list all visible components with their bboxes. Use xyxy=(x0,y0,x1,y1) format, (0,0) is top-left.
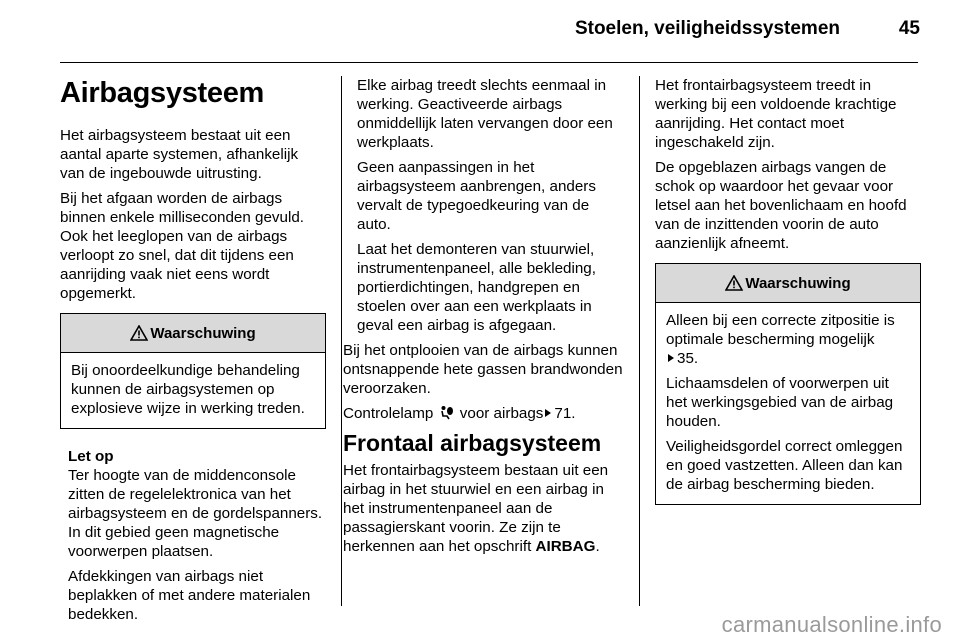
paragraph: Het airbagsysteem bestaat uit een aantal aparte systemen, afhankelijk van de ingebouwde uitrusting. xyxy=(60,127,299,182)
airbag-label: AIRBAG xyxy=(535,538,596,555)
section-title: Stoelen, veiligheidssystemen xyxy=(574,18,840,39)
reference-arrow-icon xyxy=(545,409,551,417)
page-reference-link[interactable]: 71. xyxy=(554,405,576,422)
warning-title: Waarschuwing xyxy=(745,274,851,292)
paragraph: Laat het demonteren van stuurwiel, instrumentenpaneel, alle bekleding, portierdichtingen, handgrepen en stoelen over aan een werkplaats in geval een airbag is afgegaan. xyxy=(357,241,596,334)
note-text: Afdekkingen van airbags niet beplakken of met andere materialen bedekken. xyxy=(68,568,311,623)
note-title: Let op xyxy=(68,448,114,465)
header-rule xyxy=(60,62,918,63)
note-text: Ter hoogte van de middenconsole zitten de regelelektronica van het airbagsysteem en de gordelspanners. In dit gebied geen magnetische voorwerpen plaatsen. xyxy=(68,467,323,560)
paragraph: Controlelamp voor airbags 71. xyxy=(343,405,576,422)
paragraph: Geen aanpassingen in het airbagsysteem aanbrengen, anders vervalt de typegoedkeuring van de auto. xyxy=(357,159,596,233)
paragraph: Bij het afgaan worden de airbags binnen enkele milliseconden gevuld. Ook het leeglopen van de airbags verloopt zo snel, dat dit tijdens een aanrijding vaak niet eens wordt opgemerkt. xyxy=(60,190,305,302)
page-header xyxy=(0,0,960,64)
warning-header xyxy=(656,264,920,303)
note-block xyxy=(60,447,326,624)
paragraph: De opgeblazen airbags vangen de schok op waardoor het gevaar voor letsel aan het bovenlichaam en hoofd van de inzittenden voorin de auto aanzienlijk afneemt. xyxy=(655,159,907,252)
heading-airbagsysteem: Airbagsysteem xyxy=(60,77,265,109)
warning-text: Veiligheidsgordel correct omleggen en goed vastzetten. Alleen dan kan de airbag bescherming bieden. xyxy=(666,438,903,493)
warning-header xyxy=(61,314,325,353)
heading-frontaal-airbagsysteem: Frontaal airbagsysteem xyxy=(343,430,602,456)
warning-text: Alleen bij een correcte zitpositie is optimale bescherming mogelijk 35. xyxy=(666,312,895,367)
paragraph: Elke airbag treedt slechts eenmaal in werking. Geactiveerde airbags onmiddellijk laten vervangen door een werkplaats. xyxy=(357,77,613,151)
watermark: carmanualsonline.info xyxy=(721,612,942,637)
column-2 xyxy=(343,76,623,562)
warning-text: Bij onoordeelkundige behandeling kunnen de airbagsystemen op explosieve wijze in werking treden. xyxy=(71,362,305,417)
reference-arrow-icon xyxy=(668,354,674,362)
airbag-warning-icon xyxy=(440,405,454,420)
warning-text: Lichaamsdelen of voorwerpen uit het werkingsgebied van de airbag houden. xyxy=(666,375,894,430)
paragraph: Het frontairbagsysteem bestaan uit een airbag in het stuurwiel en een airbag in het instrumentenpaneel aan de passagierskant voorin. Ze zijn te herkennen aan het opschrift AIRBAG. xyxy=(343,462,609,555)
warning-body xyxy=(656,303,920,504)
page-number: 45 xyxy=(898,18,920,39)
page-reference-link[interactable]: 35. xyxy=(677,350,699,367)
paragraph: Bij het ontplooien van de airbags kunnen ontsnappende hete gassen brandwonden veroorzaken. xyxy=(343,342,623,397)
paragraph: Het frontairbagsysteem treedt in werking bij een voldoende krachtige aanrijding. Het contact moet ingeschakeld zijn. xyxy=(655,77,897,151)
column-divider-1 xyxy=(341,76,342,606)
warning-triangle-icon xyxy=(725,275,743,291)
column-divider-2 xyxy=(639,76,640,606)
column-1 xyxy=(60,76,326,630)
warning-box xyxy=(655,263,921,505)
warning-title: Waarschuwing xyxy=(150,324,256,342)
warning-box xyxy=(60,313,326,429)
column-3 xyxy=(655,76,921,523)
warning-triangle-icon xyxy=(130,325,148,341)
warning-body xyxy=(61,353,325,428)
